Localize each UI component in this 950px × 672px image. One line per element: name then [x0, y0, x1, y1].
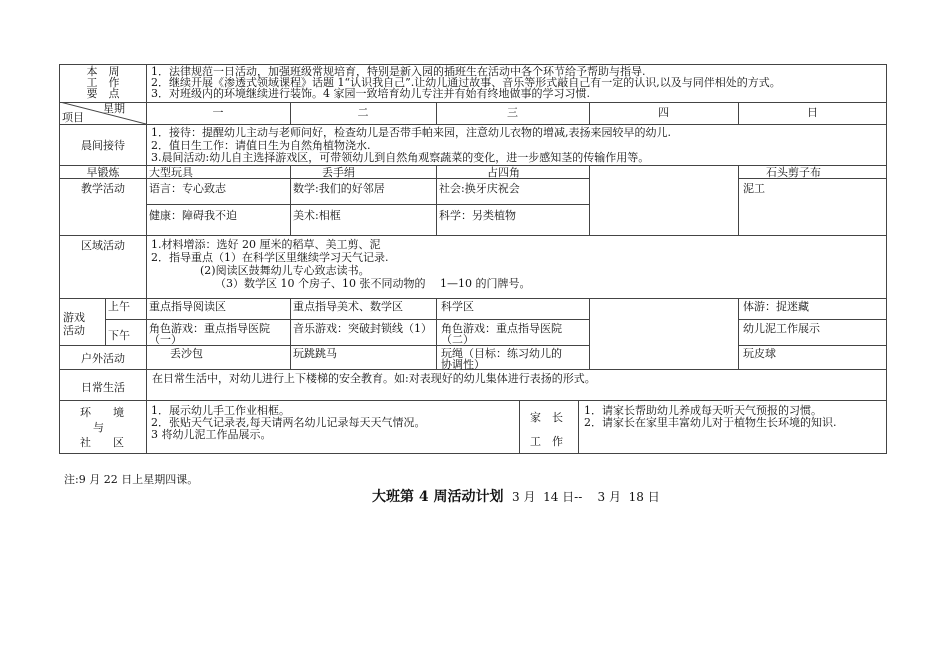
- game-pm-wed-1: 角色游戏：重点指导医院: [441, 322, 562, 335]
- game-am-tue: 重点指导美术、数学区: [293, 300, 403, 313]
- col-rule-game-sub: [105, 298, 106, 345]
- reception-line-3: 3.晨间活动:幼儿自主选择游戏区，可带领幼儿到自然角观察蔬菜的变化，进一步感知茎的传输作用等。: [151, 151, 650, 164]
- area-label: 区域活动: [81, 239, 125, 252]
- area-line-2: 2．指导重点（1）在科学区里继续学习天气记录.: [151, 251, 389, 264]
- row-rule-game-mid-sun: [738, 319, 887, 320]
- teaching-wed-2: 科学：另类植物: [439, 209, 516, 222]
- col-rule-sun: [738, 165, 739, 235]
- col-rule-env-parent: [578, 400, 579, 454]
- col-rule-wed: [436, 165, 437, 235]
- exercise-sun: 石头剪子布: [766, 166, 821, 179]
- col-rule-thu: [589, 298, 590, 369]
- col-rule-env-parent: [519, 400, 520, 454]
- environment-line-3: 3 将幼儿泥工作品展示。: [151, 428, 272, 441]
- row-rule-game-end-sun: [738, 345, 887, 346]
- environment-label-1: 环 境: [80, 406, 124, 419]
- teaching-sun-1: 泥工: [743, 182, 765, 195]
- teaching-tue-1: 数学:我们的好邻居: [293, 182, 385, 195]
- col-rule-sun: [738, 298, 739, 369]
- row-rule-teaching-mid: [146, 204, 589, 205]
- outdoor-wed-1: 玩绳（目标：练习幼儿的: [441, 347, 562, 360]
- focus-line-3: 3．对班级内的环境继续进行装饰。4 家园一致培育幼儿专注并有始有终地做事的学习习惯.: [151, 87, 590, 100]
- row-rule: [59, 298, 887, 299]
- outdoor-wed-2: 协调性）: [441, 358, 485, 371]
- parents-line-1: 1．请家长帮助幼儿养成每天听天气预报的习惯。: [584, 404, 822, 417]
- focus-line-2: 2．继续开展《渗透式领域课程》话题 1“认识我自己”.让幼儿通过故事、音乐等形式敲自己有一定的认识,以及与同伴相处的方式。: [151, 76, 781, 89]
- header-item-label: 项目: [62, 111, 84, 124]
- daily-label: 日常生活: [81, 381, 125, 394]
- reception-line-2: 2．值日生工作：请值日生为自然角植物浇水.: [151, 139, 371, 152]
- teaching-wed-1: 社会:换牙庆祝会: [439, 182, 520, 195]
- focus-label-1: 本 周: [86, 65, 120, 78]
- teaching-label: 教学活动: [81, 182, 125, 195]
- exercise-wed: 占四角: [487, 166, 520, 179]
- header-weekday-label: 星期: [103, 102, 125, 115]
- game-pm-mon-1: 角色游戏：重点指导医院: [149, 322, 270, 335]
- daily-text: 在日常生活中，对幼儿进行上下楼梯的安全教育。如:对表现好的幼儿集体进行表扬的形式。: [152, 372, 596, 385]
- game-pm-sun: 幼儿泥工作展示: [743, 322, 820, 335]
- row-rule: [59, 400, 887, 401]
- header-day-thu: 四: [658, 106, 669, 119]
- game-am-wed: 科学区: [441, 300, 474, 313]
- page-title: 大班第 4 周活动计划: [372, 489, 504, 505]
- col-rule-thu: [589, 165, 590, 235]
- outdoor-label: 户外活动: [81, 352, 125, 365]
- row-rule-game-end: [59, 345, 589, 346]
- teaching-mon-1: 语言：专心致志: [149, 182, 226, 195]
- col-rule-label: [146, 64, 147, 454]
- parents-line-2: 2．请家长在家里丰富幼儿对于植物生长环境的知识.: [584, 416, 837, 429]
- col-rule-tue: [290, 165, 291, 235]
- exercise-mon: 大型玩具: [149, 166, 193, 179]
- outdoor-sun: 玩皮球: [743, 347, 776, 360]
- area-line-4: （3）数学区 10 个房子、10 张不同动物的 1—10 的门牌号。: [215, 277, 531, 290]
- outdoor-tue: 玩跳跳马: [293, 347, 337, 360]
- footnote: 注:9 月 22 日上星期四课。: [64, 473, 199, 486]
- area-line-3: (2)阅读区鼓舞幼儿专心致志读书。: [200, 264, 370, 277]
- row-rule: [59, 235, 887, 236]
- reception-label: 晨间接待: [81, 139, 125, 152]
- game-label-2: 活动: [63, 324, 85, 337]
- environment-line-1: 1．展示幼儿手工作业相框。: [151, 404, 290, 417]
- game-pm-mon-2: （一）: [149, 333, 182, 346]
- game-am-sun: 体游：捉迷藏: [743, 300, 809, 313]
- row-rule: [59, 102, 887, 103]
- game-pm-tue: 音乐游戏：突破封锁线（1）: [293, 322, 432, 335]
- parents-label-1: 家 长: [530, 411, 563, 424]
- game-am-mon: 重点指导阅读区: [149, 300, 226, 313]
- header-day-mon: 一: [212, 106, 224, 119]
- focus-label-3: 要 点: [86, 87, 120, 100]
- focus-label-2: 工 作: [86, 76, 120, 89]
- game-pm-wed-2: （二）: [441, 333, 474, 346]
- exercise-tue: 丢手绢: [322, 166, 355, 179]
- col-rule-wed: [436, 298, 437, 369]
- header-day-sun: 日: [807, 106, 818, 119]
- environment-label-3: 社 区: [80, 436, 124, 449]
- header-day-wed: 三: [507, 106, 518, 119]
- area-line-1: 1.材料增添：选好 20 厘米的稻草、美工剪、泥: [151, 238, 381, 251]
- teaching-mon-2: 健康：障碍我不迫: [149, 209, 237, 222]
- col-rule-tue: [290, 298, 291, 369]
- game-am-label: 上午: [108, 300, 130, 313]
- game-pm-label: 下午: [108, 329, 130, 342]
- exercise-label: 早锻炼: [86, 166, 120, 179]
- outdoor-mon: 丢沙包: [170, 347, 203, 360]
- reception-line-1: 1．接待：提醒幼儿主动与老师问好，检查幼儿是否带手帕来园，注意幼儿衣物的增减,表扬来园较早的幼儿.: [151, 126, 671, 139]
- row-rule: [59, 124, 887, 125]
- environment-line-2: 2．张贴天气记录表,每天请两名幼儿记录每天天气情况。: [151, 416, 426, 429]
- title-date-range: 3 月 14 日-- 3 月 18 日: [512, 490, 660, 504]
- focus-line-1: 1．法律规范一日活动，加强班级常规培育，特别是新入园的插班生在活动中各个环节给予帮助与指导.: [151, 65, 646, 78]
- game-label-1: 游戏: [63, 311, 85, 324]
- row-rule-game-mid: [105, 319, 589, 320]
- teaching-tue-2: 美术:相框: [293, 209, 341, 222]
- header-day-tue: 二: [357, 106, 369, 119]
- parents-label-2: 工 作: [530, 435, 563, 448]
- environment-label-2: 与: [93, 421, 104, 434]
